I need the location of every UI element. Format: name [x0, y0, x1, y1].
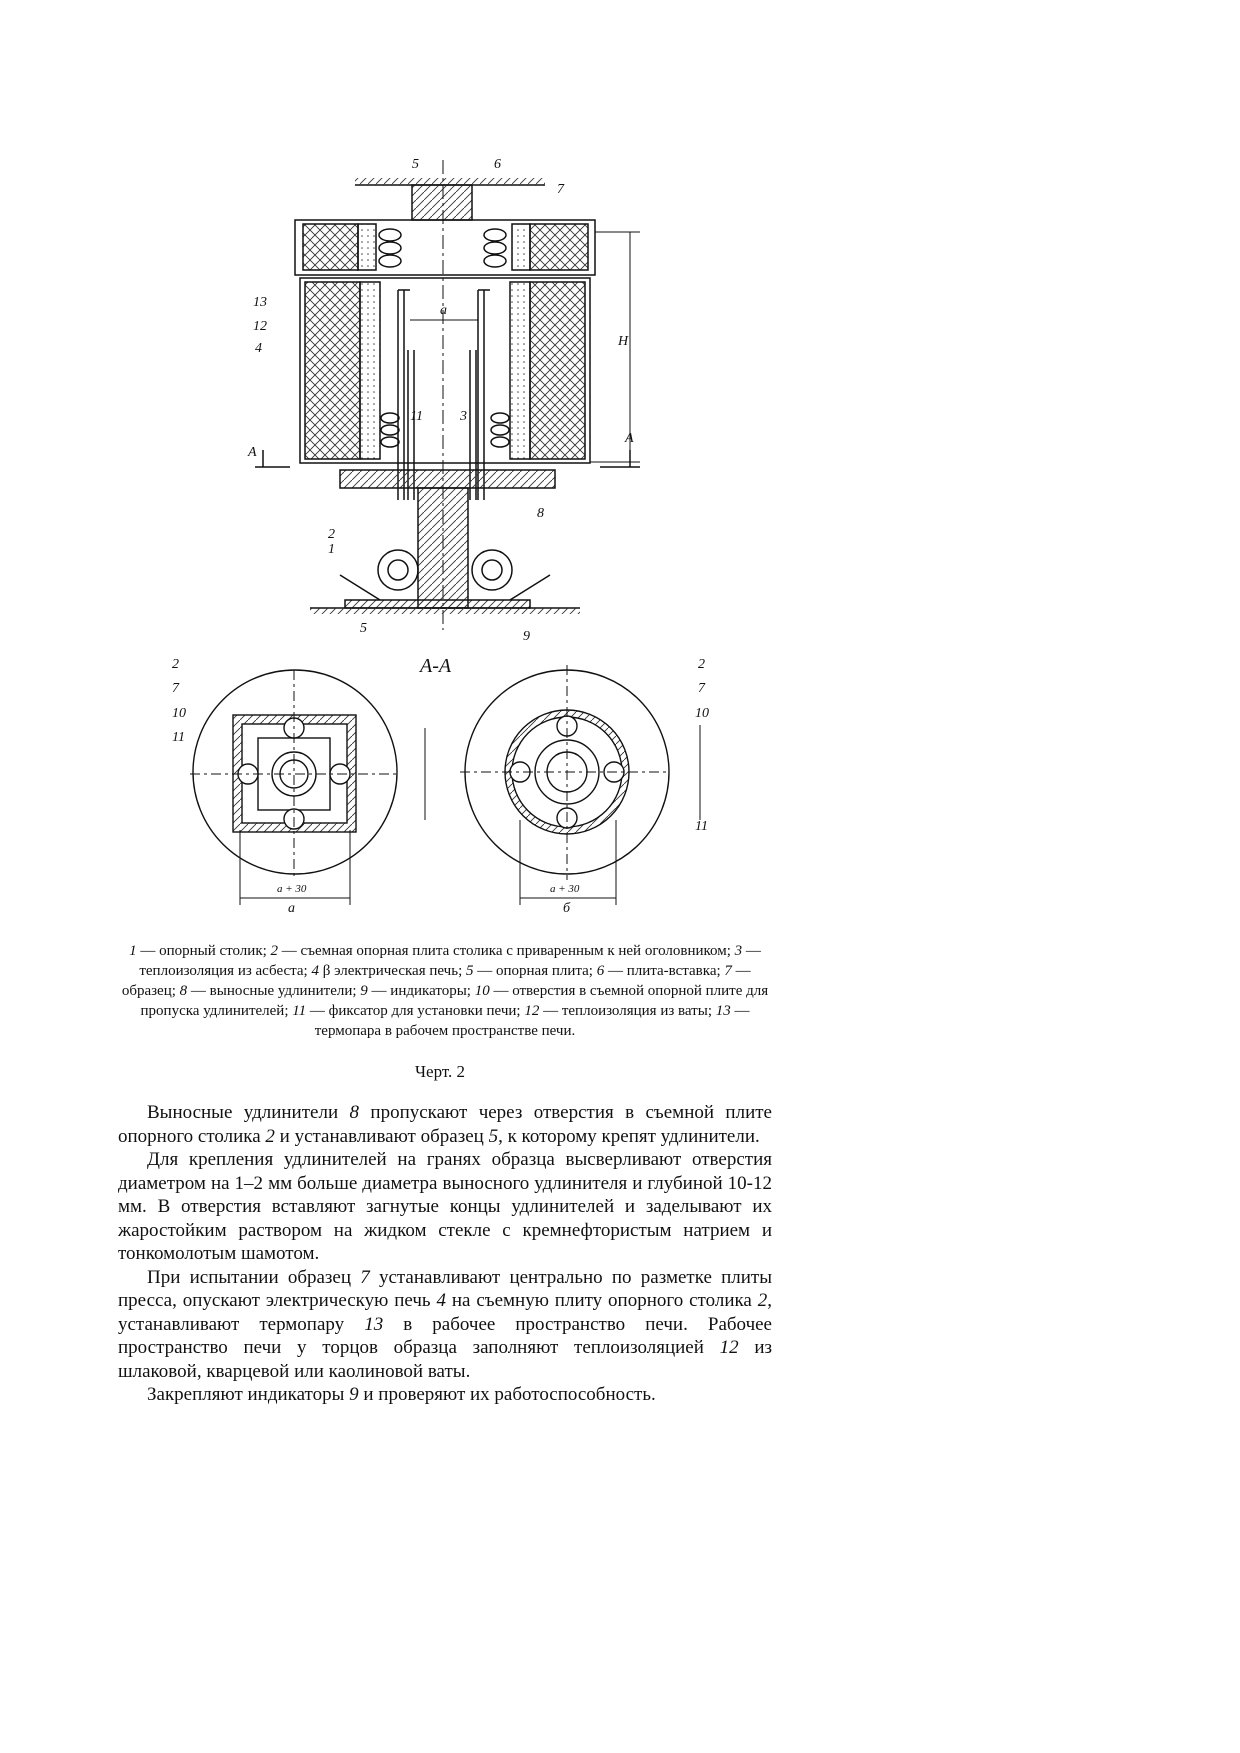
section-view-b [460, 665, 700, 905]
svg-text:10: 10 [172, 706, 186, 721]
paragraph-3: При испытании образец 7 устанавливают центрально по разметке плиты пресса, опускают электрическую печь 4 на съемную плиту опорного столика 2, устанавливают термопару 13 в рабочее пространство печи. Рабочее пространство печи у торцов образца заполняют теплоизоляцией 12 из шлаковой, кварцевой или каолиновой ваты. [118, 1266, 773, 1382]
svg-text:H: H [618, 334, 629, 349]
svg-text:4: 4 [255, 341, 262, 356]
svg-text:3: 3 [460, 409, 467, 424]
svg-text:7: 7 [698, 681, 705, 696]
svg-text:А: А [248, 445, 257, 460]
figure-caption: 1 — опорный столик; 2 — съемная опорная плита столика с приваренным к ней оголовником; 3 — теплоизоляция из асбеста; 4 β электрическая печь; 5 — опорная плита; 6 — плита-вставка; 7 — образец; 8 — выносные удлинители; 9 — индикаторы; 10 — отверстия в съемной опорной плите для пропуска удлинителей; 11 — фиксатор для установки печи; 12 — теплоизоляция из ваты; 13 — термопара в рабочем пространстве печи. [121, 943, 769, 1039]
svg-text:a: a [440, 303, 447, 318]
svg-text:7: 7 [172, 681, 179, 696]
body-text [118, 1101, 772, 1407]
svg-text:2: 2 [328, 527, 335, 542]
svg-text:13: 13 [253, 295, 267, 310]
svg-text:5: 5 [412, 157, 419, 172]
paragraph-4: Закрепляют индикаторы 9 и проверяют их работоспособность. [147, 1384, 656, 1405]
svg-text:8: 8 [537, 506, 544, 521]
svg-text:9: 9 [523, 629, 530, 644]
svg-text:10: 10 [695, 706, 709, 721]
svg-text:12: 12 [253, 319, 267, 334]
view-a-sublabel: а [288, 901, 295, 916]
svg-text:7: 7 [557, 182, 564, 197]
svg-text:6: 6 [494, 157, 501, 172]
section-view-a [190, 670, 425, 905]
dim-a30-right: a + 30 [550, 883, 580, 895]
paragraph-1: Выносные удлинители 8 пропускают через отверстия в съемной плите опорного столика 2 и устанавливают образец 5, к которому крепят удлинители. [118, 1102, 772, 1147]
svg-text:11: 11 [695, 819, 708, 834]
svg-text:2: 2 [172, 657, 179, 672]
svg-text:2: 2 [698, 657, 705, 672]
figure-number: Черт. 2 [414, 1062, 466, 1081]
dim-a30-left: a + 30 [277, 883, 307, 895]
svg-text:1: 1 [328, 542, 335, 557]
svg-text:11: 11 [410, 409, 423, 424]
furnace-elevation [255, 160, 640, 630]
svg-text:А: А [625, 431, 634, 446]
svg-text:5: 5 [360, 621, 367, 636]
view-b-sublabel: б [563, 901, 571, 916]
svg-text:11: 11 [172, 730, 185, 745]
section-label: А-А [420, 655, 452, 677]
paragraph-2: Для крепления удлинителей на гранях образца высверливают отверстия диаметром на 1–2 мм больше диаметра выносного удлинителя и глубиной 10-12 мм. В отверстия вставляют загнутые концы удлинителей и заделывают их жаростойким раствором на жидком стекле с кремнефтористым натрием и тонкомолотым шамотом. [118, 1149, 772, 1264]
